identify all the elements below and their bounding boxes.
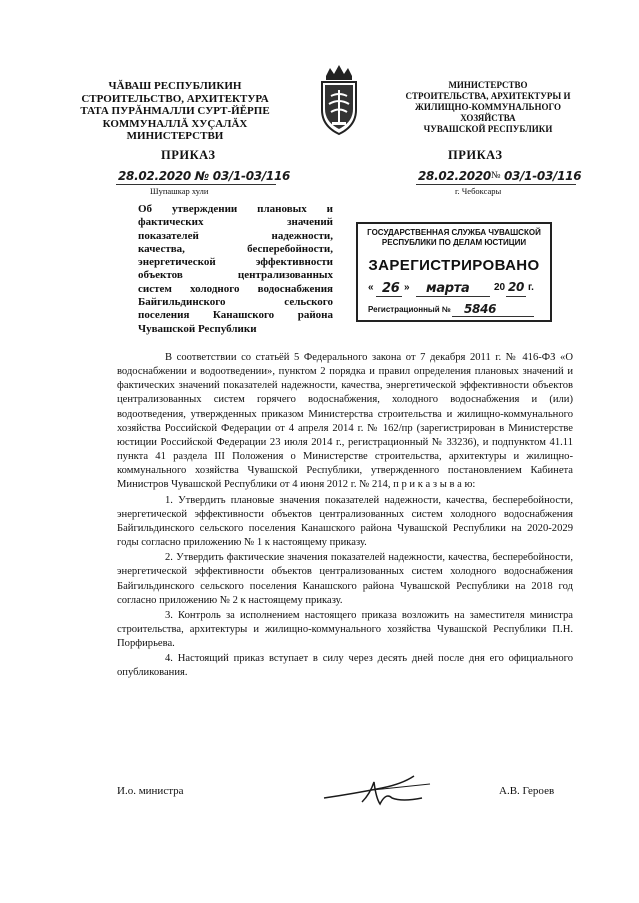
subject-line: объектов централизованных [138,269,333,282]
order-date-underline-right [416,184,576,185]
stamp-year-prefix: 20 [494,282,506,293]
subject-line: Байгильдинского сельского [138,296,333,309]
header-right-line: МИНИСТЕРСТВО [448,80,528,90]
header-right-line: ЧУВАШСКОЙ РЕСПУБЛИКИ [423,124,553,134]
stamp-reg-label: Регистрационный № [368,305,451,314]
header-left-line: МИНИСТЕРСТВИ [126,130,224,142]
subject-line: показателей надежности, [138,229,333,242]
handwritten-signature-icon [322,768,432,808]
header-right-line: ЖИЛИЩНО-КОММУНАЛЬНОГО ХОЗЯЙСТВА [414,102,562,123]
stamp-organization [358,228,550,248]
signature-position: И.о. министра [117,785,184,797]
header-left-ministry-chuvash [60,80,290,143]
order-number-right: 03/1-03/116 [504,169,582,183]
stamp-date: « 26 » марта 20 20 г. [368,280,534,296]
registration-stamp [356,222,552,322]
stamp-month: марта [426,281,470,296]
order-place-left: Шупашкар хули [150,186,209,196]
header-right-line: СТРОИТЕЛЬСТВА, АРХИТЕКТУРЫ И [405,91,571,101]
coat-of-arms-icon [316,62,362,136]
order-date-number-left: 28.02.2020 № 03/1-03/116 [118,169,291,183]
header-left-line: КОММУНАЛЛĂ ХУÇАЛĂХ [102,117,248,130]
subject-line: Об утверждении плановых и [138,203,333,215]
header-left-line: ЧĂВАШ РЕСПУБЛИКИН [108,80,242,92]
order-subject [138,203,333,336]
subject-line: Чувашской Республики [138,322,257,335]
order-date-underline-left [116,184,276,185]
subject-line: энергетической эффективности [138,256,333,269]
body-paragraph-4: 4. Настоящий приказ вступает в силу через десять дней после дня его официального опубликования. [117,653,573,679]
header-left-line: СТРОИТЕЛЬСТВО, АРХИТЕКТУРА [81,92,269,105]
stamp-title: ЗАРЕГИСТРИРОВАНО [368,257,540,274]
body-paragraph-2: 2. Утвердить фактические значения показателей надежности, качества, бесперебойности, энергетической эффективности объектов централизованных систем холодного водоснабжения Байгильдинского сельского поселения Канашского района Чувашской Республики на 2018 год согласно приложению № 2 к настоящему приказу. [117,552,573,606]
subject-line: качества, бесперебойности, [138,242,333,255]
order-date-right: 28.02.2020 [418,169,491,183]
stamp-day: 26 [382,281,400,296]
order-body [117,351,573,681]
stamp-year-end: г. [528,282,534,293]
subject-line: систем холодного водоснабжения [138,282,333,295]
stamp-year-suffix: 20 [508,280,525,294]
stamp-reg-number: 5846 [464,302,497,316]
stamp-org-line: ГОСУДАРСТВЕННАЯ СЛУЖБА ЧУВАШСКОЙ [367,228,541,237]
body-paragraph-3: 3. Контроль за исполнением настоящего приказа возложить на заместителя министра строительства, архитектуры и жилищно-коммунального хозяйства Чувашской Республики П.Н. Порфирьева. [117,609,573,650]
order-title-left: ПРИКАЗ [161,148,216,162]
subject-line: поселения Канашского района [138,309,333,322]
stamp-registration [368,304,544,318]
header-left-line: ТАТА ПУРĂНМАЛЛИ СУРТ-ЙĔРПЕ [80,105,270,117]
header-right-ministry-russian [388,80,588,135]
order-number-sign-right: № [491,170,501,181]
body-paragraph-preamble: В соответствии со статьёй 5 Федерального закона от 7 декабря 2011 г. № 416-ФЗ «О водоснабжении и водоотведении», пунктом 2 порядка и правил определения плановых значений и фактических значений показателей надежности, качества, энергетической эффективности объектов централизованных систем горячего водоснабжения, холодного водоснабжения и (или) водоотведения, утвержденных приказом Министерства строительства и жилищно-коммунального хозяйства Российской Федерации от 4 апреля 2014 г. № 162/пр (зарегистрирован в Министерстве юстиции Российской Федерации 23 июля 2014 г., регистрационный № 33236), и подпунктом 41.11 пункта 41 раздела III Положения о Министерстве строительства, архитектуры и жилищно-коммунального хозяйства Чувашской Республики, утвержденного постановлением Кабинета Министров Чувашской Республики от 4 июня 2012 г. № 214, п р и к а з ы в а ю: [117,352,573,491]
subject-line: фактических значений [138,216,333,229]
order-place-right: г. Чебоксары [455,186,502,196]
signature-name: А.В. Героев [499,785,555,797]
order-title-right: ПРИКАЗ [448,148,503,162]
body-paragraph-1: 1. Утвердить плановые значения показателей надежности, качества, бесперебойности, энергетической эффективности объектов централизованных систем холодного водоснабжения Байгильдинского сельского поселения Канашского района Чувашской Республики на 2020-2029 годы согласно приложению № 1 к настоящему приказу. [117,494,573,549]
stamp-org-line: РЕСПУБЛИКИ ПО ДЕЛАМ ЮСТИЦИИ [381,238,527,247]
